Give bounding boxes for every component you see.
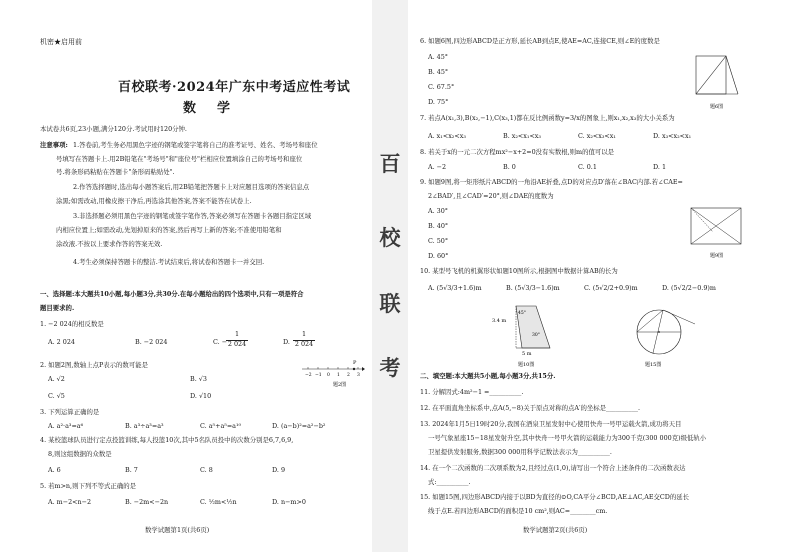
q3-option-c: C. a⁵+a⁵=a¹⁰ [200, 422, 242, 430]
q2-option-a: A. √2 [48, 375, 65, 383]
note-line: 涂黑;如需改动,用橡皮擦干净后,再选涂其他答案,答案不能答在试卷上. [56, 197, 252, 205]
fig9-caption: 题9图 [710, 253, 724, 259]
tick-label: 2 [347, 373, 350, 378]
note-line: 4.考生必须保持答题卡的整洁.考试结束后,将试卷和答题卡一并交回. [73, 258, 265, 266]
section-2-heading: 二、填空题:本大题共5小题,每小题3分,共15分. [420, 372, 556, 380]
q5-option-d: D. n−m>0 [272, 498, 306, 506]
notes-label: 注意事项: [40, 141, 68, 149]
exam-page-2 [408, 0, 794, 552]
q2-option-c: C. √5 [48, 392, 65, 400]
question-13: 13. 2024年1月5日19时20分,我国在酒泉卫星发射中心使用快舟一号甲运载火箭,成功将天目 [420, 420, 682, 428]
point-p-label: P [353, 360, 357, 366]
tick-label: −2 [305, 373, 312, 378]
fig10-caption: 题10图 [518, 362, 535, 368]
q10-option-a: A. (5√3/3+1.6)m [428, 284, 482, 292]
seal-char: 联 [379, 292, 401, 316]
q8-option-c: C. 0.1 [578, 163, 597, 171]
section-1-heading: 一、选择题:本大题共10小题,每小题3分,共30分.在每小题给出的四个选项中,只有一项是符合 [40, 290, 304, 298]
q7-option-b: B. x₂<x₁<x₃ [503, 132, 541, 140]
q1-c-denominator: 2 024 [227, 340, 247, 348]
q1-c-numerator: 1 [226, 330, 248, 341]
q8-option-b: B. 0 [503, 163, 516, 171]
subject-title: 数 学 [183, 101, 235, 116]
question-15: 15. 如题15图,四边形ABCD内接于以BD为直径的⊙O,CA平分∠BCD,AE⊥AC,AE交CD的延长 [420, 493, 690, 501]
question-6-stem: 6. 如题6图,四边形ABCD是正方形,延长AB到点E,使AE=AC,连接CE,则∠E的度数是 [420, 37, 660, 45]
q9-option-a: A. 30° [428, 207, 449, 215]
question-4-stem: 4. 某校篮球队员进行定点投篮训练,每人投篮10次,其中5名队员投中的次数分别是6,7,6,9, [40, 436, 294, 444]
exam-intro: 本试卷共6页,23小题,满分120分.考试用时120分钟. [40, 125, 187, 133]
wing-angle-2: 30° [532, 333, 540, 338]
question-3-stem: 3. 下列运算正确的是 [40, 408, 100, 416]
note-line: 号.将条形码粘贴在答题卡"条形码粘贴处". [56, 168, 175, 176]
q3-option-a: A. a²·a³=a⁶ [48, 422, 84, 430]
tick-label: 3 [357, 373, 360, 378]
q10-option-d: D. (5√2/2−0.9)m [662, 284, 716, 292]
note-line: 2.作答选择题时,选出每小题答案后,用2B铅笔把答题卡上对应题目选项的答案信息点 [73, 183, 310, 191]
q4-option-b: B. 7 [125, 466, 138, 474]
section-1-heading-cont: 题目要求的. [40, 304, 75, 312]
q7-option-c: C. x₂<x₃<x₁ [578, 132, 616, 140]
exam-page-1 [0, 0, 372, 552]
q7-option-a: A. x₁<x₂<x₃ [428, 132, 466, 140]
question-1-stem: 1. −2 024的相反数是 [40, 320, 104, 328]
note-line: 3.非选择题必须用黑色字迹的钢笔或签字笔作答,答案必须写在答题卡各题目指定区域 [73, 212, 312, 220]
q4-option-c: C. 8 [200, 466, 213, 474]
tick-label: 1 [337, 373, 340, 378]
confidential-mark: 机密★启用前 [40, 38, 82, 46]
note-line: 涂改液.不按以上要求作答的答案无效. [56, 240, 163, 248]
q4-option-a: A. 6 [48, 466, 61, 474]
q1-d-denominator: 2 024 [294, 340, 314, 348]
q5-option-b: B. −2m<−2n [125, 498, 169, 506]
wing-length-bottom: 5 m [522, 351, 532, 357]
q9-option-d: D. 60° [428, 252, 449, 260]
q1-d-prefix: D. [283, 338, 290, 346]
q5-option-a: A. m−2<n−2 [48, 498, 92, 506]
question-9-stem-cont: 2∠BAD′,且∠CAD′=20°,则∠DAE的度数为 [428, 192, 554, 200]
tick-label: 0 [327, 373, 330, 378]
note-line: 内相应位置上;如需改动,先划掉原来的答案,然后再写上新的答案;不准使用铅笔和 [56, 226, 282, 234]
q3-option-b: B. a³÷a³=a³ [125, 422, 164, 430]
q10-option-b: B. (5√3/3−1.6)m [506, 284, 560, 292]
question-5-stem: 5. 若m>n,则下列不等式正确的是 [40, 482, 136, 490]
fig15-caption: 题15图 [645, 362, 662, 368]
question-2-stem: 2. 如题2图,数轴上点P表示的数可能是 [40, 361, 148, 369]
wing-length-left: 3.4 m [492, 318, 507, 324]
question-13-cont: 一号气象星座15−18星发射升空,其中快舟一号甲火箭的运载能力为300千克(300 000克)级低轨小 [428, 434, 707, 442]
q1-option-a: A. 2 024 [48, 338, 75, 346]
q8-option-d: D. 1 [653, 163, 667, 171]
question-12: 12. 在平面直角坐标系中,点A(5,−8)关于原点对称的点A′的坐标是__________. [420, 404, 640, 412]
seal-char: 百 [379, 152, 401, 176]
seal-char: 校 [379, 226, 401, 250]
note-line: 1.答卷前,考生务必用黑色字迹的钢笔或签字笔将自己的准考证号、姓名、考场号和座位 [73, 141, 318, 149]
q3-option-d: D. (a−b)²=a²−b² [272, 422, 326, 430]
q1-c-prefix: C. − [213, 338, 228, 346]
point-p-dot [353, 368, 355, 370]
question-9-stem: 9. 如题9图,将一矩形纸片ABCD的一角沿AE折叠,点D的对应点D′落在∠BAC内部.若∠CAE= [420, 178, 683, 186]
q6-option-d: D. 75° [428, 98, 449, 106]
q4-option-d: D. 9 [272, 466, 286, 474]
fig2-caption: 题2图 [333, 382, 347, 388]
q10-option-c: C. (5√2/2+0.9)m [584, 284, 638, 292]
q6-option-b: B. 45° [428, 68, 449, 76]
wing-angle-1: 45° [518, 311, 526, 316]
number-line-figure [300, 358, 366, 388]
q6-option-a: A. 45° [428, 53, 449, 61]
note-line: 号填写在答题卡上.用2B铅笔在"考场号"和"座位号"栏相应位置填涂自己的考场号和座位 [56, 155, 303, 163]
q9-option-c: C. 50° [428, 237, 449, 245]
binding-strip [372, 0, 408, 552]
question-10-stem: 10. 某型号飞机的机翼形状如题10图所示,根据图中数据计算AB的长为 [420, 267, 618, 275]
question-15-cont: 线于点E.若四边形ABCD的面积是10 cm²,则AC=________cm. [428, 507, 608, 515]
q9-option-b: B. 40° [428, 222, 449, 230]
exam-title: 百校联考·2024年广东中考适应性考试 [118, 80, 351, 95]
q2-option-d: D. √10 [190, 392, 212, 400]
question-7-stem: 7. 若点A(x₁,3),B(x₂,−1),C(x₃,1)都在反比例函数y=3/x的图象上,则x₁,x₂,x₃的大小关系为 [420, 114, 675, 122]
q6-option-c: C. 67.5° [428, 83, 455, 91]
tick-label: −1 [315, 373, 322, 378]
page-footer: 数学试题第1页(共6页) [145, 526, 210, 534]
question-11: 11. 分解因式:4m²−1 =__________. [420, 388, 524, 396]
q2-option-b: B. √3 [190, 375, 207, 383]
question-4-stem-cont: 8,则这组数据的众数是 [48, 450, 112, 458]
fig6-caption: 题6图 [710, 104, 724, 110]
rectangle-fold-figure [683, 202, 753, 260]
question-14: 14. 在一个二次函数的二次项系数为2,且经过点(1,0),请写出一个符合上述条件的二次函数表达 [420, 464, 686, 472]
q8-option-a: A. −2 [428, 163, 447, 171]
q7-option-d: D. x₃<x₂<x₁ [653, 132, 692, 140]
q1-option-b: B. −2 024 [135, 338, 168, 346]
q5-option-c: C. ½m<½n [200, 498, 237, 506]
wing-figure [488, 300, 568, 370]
seal-char: 考 [379, 356, 401, 380]
square-figure [688, 50, 748, 112]
question-8-stem: 8. 若关于x的一元二次方程mx²−x+2=0没有实数根,则m的值可以是 [420, 148, 615, 156]
question-13-cont: 卫星提供发射服务,数据300 000用科学记数法表示为__________. [428, 448, 612, 456]
question-14-cont: 式:__________. [428, 478, 471, 486]
q1-d-numerator: 1 [293, 330, 315, 341]
circle-figure [623, 300, 703, 370]
page-footer: 数学试题第2页(共6页) [523, 526, 588, 534]
